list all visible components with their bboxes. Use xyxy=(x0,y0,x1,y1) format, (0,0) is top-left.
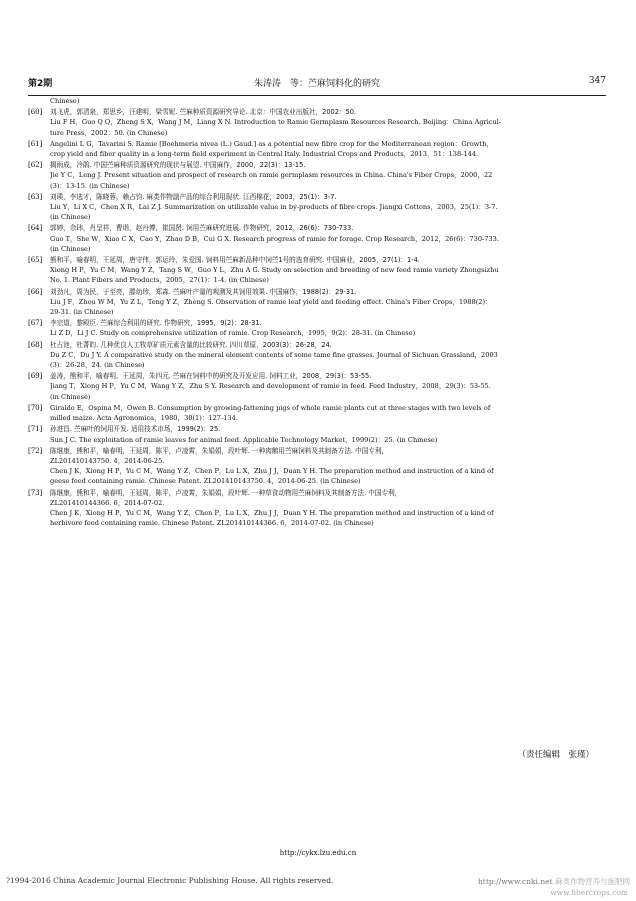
reference-line: Chen J K，Xiong H P，Yu C M，Wang Y Z，Chen P，Lu L X，Zhu J J，Duan Y H. The preparation method and instruction of a kind of xyxy=(50,508,494,517)
reference-number: [65] xyxy=(28,256,43,265)
reference-item xyxy=(28,403,606,423)
reference-number: [71] xyxy=(28,425,43,434)
reference-line: ZL201410144366. 6，2014-07-02. xyxy=(50,498,165,507)
reference-item xyxy=(28,287,606,318)
reference-line: 陈继康，熊和平，喻春明，王延周，陈平，卢凌霄，朱娟娟，段叶辉. 一种肉鹅用苎麻饲料及其制备方法. 中国专利， xyxy=(50,446,389,455)
reference-line: 郭婷，佘玮，肖呈祥，曹诣，赵丹博，崔国贤. 饲用苎麻研究进展. 作物研究，2012，26(6)：730-733. xyxy=(50,224,354,233)
reference-item xyxy=(28,160,606,191)
issue-label: 第2期 xyxy=(28,79,53,89)
reference-number: [67] xyxy=(28,319,43,328)
reference-number: [68] xyxy=(28,340,43,349)
reference-line: 李宗道，黎殿臣. 苎麻综合利用的研究. 作物研究，1995，9(2)：28-31. xyxy=(50,319,262,328)
reference-line: Li Z D，Li J C. Study on comprehensive utilization of ramie. Crop Research，1995，9(2)：28-31. (in Chinese) xyxy=(50,329,416,338)
reference-number: [62] xyxy=(28,161,43,170)
reference-line: 刘瑛，李选才，陈晓蓉，赖占钧. 麻类作物副产品的综合利用现状. 江西棉花，2003，25(1)：3-7. xyxy=(50,192,337,201)
reference-item xyxy=(28,488,606,529)
page-number: 347 xyxy=(588,76,606,86)
responsible-editor: （责任编辑 张瑾） xyxy=(517,750,594,760)
reference-line: (in Chinese) xyxy=(50,392,91,401)
reference-line: 刘飞虎，郭清泉，郑思乡，汪建明，梁雪妮. 苎麻种质资源研究导论. 北京：中国农业出版社，2002：50. xyxy=(50,108,356,117)
reference-item xyxy=(28,371,606,402)
reference-item xyxy=(28,318,606,338)
reference-item xyxy=(28,424,606,444)
reference-line: ture Press，2002：50. (in Chinese) xyxy=(50,128,168,137)
reference-line: ZL201410143750. 4，2014-06-25. xyxy=(50,456,165,465)
reference-line: Du Z C，Du J Y. A comparative study on the mineral element contents of some tame fine grasses. Journal of Sichuan Grassland，2003 xyxy=(50,350,498,359)
reference-line: 陈继康，熊和平，喻春明，王延周，陈平，卢凌霄，朱娟娟，段叶辉. 一种草食动物用苎麻饲料及其制备方法. 中国专利， xyxy=(50,488,402,497)
reference-line: (3)：13-15. (in Chinese) xyxy=(50,181,130,190)
reference-number: [61] xyxy=(28,139,43,148)
reference-number: [64] xyxy=(28,224,43,233)
reference-number: [63] xyxy=(28,192,43,201)
reference-item xyxy=(28,223,606,254)
reference-line: Liu J F，Zhou W M，Yu Z L，Teng Y Z，Zheng S. Observation of ramie leaf yield and feeding effect. China's Fiber Crops，1988(2)： xyxy=(50,297,492,306)
watermark-url: www.fibercrops.com xyxy=(550,888,628,897)
reference-item xyxy=(28,340,606,371)
reference-item xyxy=(28,255,606,286)
reference-line: 刘劲凡，周为民，于至亮，滕幼珍，郑森. 苎麻叶产量的观测及其饲用效果. 中国麻作，1988(2)：29-31. xyxy=(50,287,357,296)
reference-line: (3)：26-28，24. (in Chinese) xyxy=(50,361,145,370)
reference-item xyxy=(28,192,606,223)
copyright-notice: ?1994-2016 China Academic Journal Electronic Publishing House. All rights reserved. xyxy=(6,876,334,885)
cnki-link[interactable]: http://www.cnki.net xyxy=(477,877,553,886)
reference-line: Jiang T，Xiong H P，Yu C M，Wang Y Z，Zhu S Y. Research and development of ramie in feed. Feed Industry，2008，29(3)：53-55. xyxy=(50,382,491,391)
reference-line: 孙进昌. 苎麻叶的饲用开发. 适用技术市场，1999(2)：25. xyxy=(50,425,221,434)
reference-item xyxy=(28,96,606,106)
reference-line: Giraldo E，Ospina M，Owen B. Consumption by growing-fattening pigs of whole ramie plants cut at three stages with two levels of xyxy=(50,403,491,412)
reference-line: herbivore feed containing ramie. Chinese Patent. ZL201410144366. 6，2014-07-02. (in Chinese) xyxy=(50,519,374,528)
reference-line: 揭雨成，冷鹃. 中国苎麻种质资源研究的现状与展望. 中国麻作，2000，22(3)：13-15. xyxy=(50,161,306,170)
reference-line: crop yield and fiber quality in a long-term field experiment in Central Italy. Industrial Crops and Products，2013，51：138-144. xyxy=(50,150,479,159)
reference-item xyxy=(28,139,606,159)
reference-line: milled maize. Acta Agronomica，1980，30(1)：127-134. xyxy=(50,414,238,423)
reference-line: Liu Y，Li X C，Chen X R，Lai Z J. Summarization on utilizable value in by-products of fibre crops. Jiangxi Cottons，2003，25(1)：3-7. xyxy=(50,203,498,212)
reference-number: [73] xyxy=(28,488,43,497)
reference-line: Chinese) xyxy=(50,97,80,105)
reference-line: Chen J K，Xiong H P，Yu C M，Wang Y Z，Chen P，Lu L X，Zhu J J，Duan Y H. The preparation method and instruction of a kind of xyxy=(50,467,494,476)
reference-line: 熊和平，喻春明，王延周，唐守伟，郭运玲，朱爱国. 饲料用苎麻新品种中饲苎1号的选育研究. 中国麻业，2005，27(1)：1-4. xyxy=(50,256,420,265)
running-title: 朱涛涛 等：苎麻饲料化的研究 xyxy=(253,79,380,89)
reference-line: Angelini L G，Tavarini S. Ramie [Boehmeria nivea (L.) Gaud.] as a potential new fibre crop for the Mediterranean region：Growth， xyxy=(50,139,493,148)
reference-item xyxy=(28,107,606,138)
reference-line: Xiong H P，Yu C M，Wang Y Z，Tang S W，Guo Y L，Zhu A G. Study on selection and breeding of new feed ramie variety Zhongsizhu xyxy=(50,266,499,275)
reference-line: Liu F H，Guo Q Q，Zheng S X，Wang J M，Liang X N. Introduction to Ramie Germplasm Resources Research. Beijing：China Agricul- xyxy=(50,118,502,127)
running-header xyxy=(28,76,606,96)
reference-number: [66] xyxy=(28,287,43,296)
reference-number: [60] xyxy=(28,108,43,117)
reference-line: Guo T，She W，Xiao C X，Cao Y，Zhao D B，Cui G X. Research progress of ramie for forage. Crop Research，2012，26(6)：730-733. xyxy=(50,234,499,243)
reference-line: (in Chinese) xyxy=(50,213,91,222)
reference-line: 29-31. (in Chinese) xyxy=(50,308,114,317)
reference-number: [72] xyxy=(28,446,43,455)
watermark-text: 麻类作物营养与施肥网 xyxy=(555,877,630,886)
reference-item xyxy=(28,446,606,487)
footer-right xyxy=(478,876,630,887)
reference-number: [69] xyxy=(28,372,43,381)
reference-line: geese feed containing ramie. Chinese Patent. ZL201410143750. 4，2014-06-25. (in Chinese) xyxy=(50,477,361,486)
reference-line: 姜涛，熊和平，喻春明，王延周，朱四元. 苎麻在饲料中的研究及开发应用. 饲料工业，2008，29(3)：53-55. xyxy=(50,372,372,381)
reference-line: 杜占池，杜菁昀. 几种优良人工牧草矿质元素含量的比较研究. 四川草原，2003(3)：26-28，24. xyxy=(50,340,332,349)
journal-url: http://cykx.lzu.edu.cn xyxy=(279,849,357,857)
reference-line: Jie Y C，Leng J. Present situation and prospect of research on ramie germplasm resources in China. China's Fiber Crops，2000，22 xyxy=(50,171,493,180)
reference-line: Sun J C. The exploitation of ramie leaves for animal feed. Applicable Technology Market，1999(2)：25. (in Chinese) xyxy=(50,435,438,444)
reference-line: (in Chinese) xyxy=(50,244,91,253)
reference-list xyxy=(28,96,606,529)
reference-line: No. 1. Plant Fibers and Products，2005，27(1)：1-4. (in Chinese) xyxy=(50,276,269,285)
reference-number: [70] xyxy=(28,403,43,412)
